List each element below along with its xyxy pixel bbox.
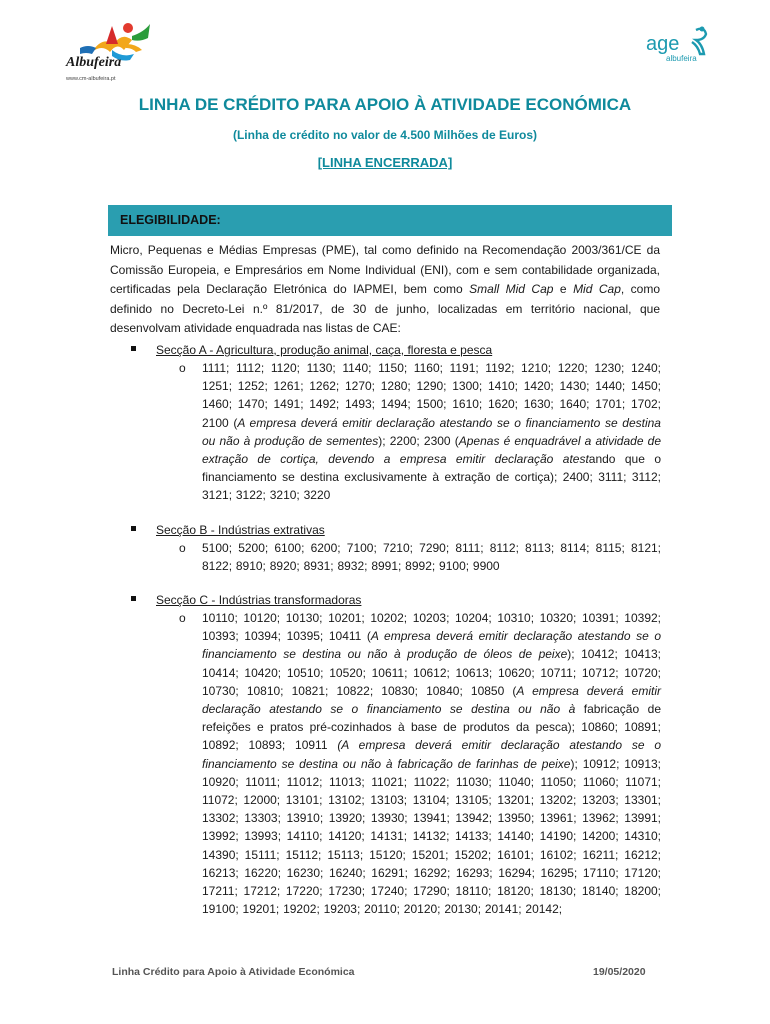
codes-note: Apenas é enquadrável a atividade de extração de cortiça, devendo a empresa emitir declaração atest [202, 433, 662, 467]
codes-note: A empresa deverá emitir declaração atestando se o financiamento se destina ou não à produção de óleos de peixe [202, 629, 661, 662]
section-a-code-list [202, 359, 661, 505]
codes-text: fabricação de refeições e pratos pré-cozinhados à base de produtos da pesca); 10860; 10891; 10892; 10893; 10911 [202, 702, 661, 753]
section-a-codes [0, 359, 770, 505]
codes-text: 1111; 1112; 1120; 1130; 1140; 1150; 1160; 1191; 1192; 1210; 1220; 1230; 1240; 1251; 1252; 1261; 1262; 1270; 1280; 1290; 1300; 1410; 1420; 1430; 1440; 1450; 1460; 1470; 1491; 1492; 1493; 1494; 1500; 1610; 1620; 1630; 1640; 1701; 1702; 2100 ( [202, 361, 661, 430]
codes-note: A empresa deverá emitir declaração atestando se o financiamento se destina ou não à [202, 683, 662, 717]
intro-and: e [553, 282, 574, 297]
section-a-title: Secção A - Agricultura, produção animal, caça, floresta e pesca [156, 343, 493, 357]
square-bullet-icon [131, 346, 136, 351]
section-c-codes [0, 609, 770, 918]
codes-text: ); 10412; 10413; 10414; 10420; 10510; 10520; 10611; 10612; 10613; 10620; 10711; 10712; 10720; 10730; 10810; 10821; 10822; 10830; 10840; 10850 ( [202, 647, 662, 698]
intro-small-mid-cap: Small Mid Cap [469, 282, 554, 297]
intro-text: Micro, Pequenas e Médias Empresas (PME), tal como definido na Recomendação 2003/361/CE da Comissão Europeia, e Empresários em Nome Individual (ENI), com e sem contabilidade organizada, certificadas pela Declaração Eletrónica do IAPMEI, bem como [110, 243, 660, 297]
codes-text: ); 10912; 10913; 10920; 11011; 11012; 11013; 11021; 11022; 11030; 11040; 11050; 11060; 11071; 11072; 12000; 13101; 13102; 13103; 13104; 13105; 13201; 13202; 13203; 13301; 13302; 13303; 13910; 13920; 13930; 13941; 13942; 13950; 13961; 13962; 13991; 13992; 13993; 14110; 14120; 14131; 14132; 14133; 14140; 14190; 14200; 14310; 14390; 15111; 15112; 15113; 15120; 15201; 15202; 16101; 16102; 16211; 16212; 16213; 16220; 16230; 16240; 16291; 16292; 16293; 16294; 16295; 17110; 17120; 17211; 17212; 17220; 17230; 17240; 17290; 18110; 18120; 18130; 18140; 18200; 19100; 19201; 19202; 19203; 20110; 20120; 20130; 20141; 20142; [202, 756, 662, 917]
section-b-header [0, 521, 770, 539]
status-closed: [LINHA ENCERRADA] [317, 155, 453, 170]
codes-note: A empresa deverá emitir declaração atestando se o financiamento se destina ou não à produção de sementes [202, 415, 661, 448]
codes-text: 10110; 10120; 10130; 10201; 10202; 10203; 10204; 10310; 10320; 10391; 10392; 10393; 10394; 10395; 10411 ( [202, 611, 661, 644]
svg-text:Albufeira: Albufeira [66, 55, 122, 70]
section-b-codes [0, 539, 770, 575]
section-b [0, 521, 770, 575]
svg-text:www.cm-albufeira.pt: www.cm-albufeira.pt [66, 76, 116, 82]
page-subtitle: (Linha de crédito no valor de 4.500 Milhões de Euros) [232, 128, 538, 142]
codes-text: ); 2200; 2300 ( [378, 433, 459, 448]
section-a [0, 341, 770, 505]
svg-text:albufeira: albufeira [666, 54, 697, 63]
section-c [0, 591, 770, 918]
section-a-header [0, 341, 770, 359]
age-albufeira-logo [644, 24, 712, 64]
footer-date: 19/05/2020 [593, 966, 646, 978]
age-logo-icon [644, 24, 712, 64]
codes-text: ando que o financiamento se destina exclusivamente à extração de cortiça); 2400; 3111; 3112; 3121; 3122; 3210; 3220 [202, 452, 661, 503]
footer-title: Linha Crédito para Apoio à Atividade Económica [112, 966, 355, 978]
cae-sections [0, 341, 770, 932]
section-c-title: Secção C - Indústrias transformadoras [156, 593, 362, 608]
codes-note: (A empresa deverá emitir declaração atestando se o financiamento se destina ou não à fabricação de farinhas de peixe [202, 738, 661, 771]
svg-text:age: age [646, 33, 680, 55]
section-c-code-list [202, 609, 661, 918]
circle-bullet-icon: o [179, 361, 186, 375]
circle-bullet-icon: o [179, 611, 186, 626]
page-title: LINHA DE CRÉDITO PARA APOIO À ATIVIDADE ECONÓMICA [138, 95, 632, 114]
intro-mid-cap: Mid Cap [573, 282, 621, 297]
eligibility-heading: ELEGIBILIDADE: [108, 205, 672, 236]
eligibility-intro [110, 241, 660, 339]
section-b-code-list: 5100; 5200; 6100; 6200; 7100; 7210; 7290; 8111; 8112; 8113; 8114; 8115; 8121; 8122; 8910; 8920; 8931; 8932; 8991; 8992; 9100; 9900 [202, 540, 661, 573]
albufeira-logo [62, 14, 158, 88]
albufeira-logo-icon [62, 14, 158, 88]
intro-text-end: , como definido no Decreto-Lei n.º 81/2017, de 30 de junho, localizadas em território nacional, que desenvolvam atividade enquadrada nas listas de CAE: [110, 282, 661, 336]
section-b-title: Secção B - Indústrias extrativas [156, 522, 325, 537]
square-bullet-icon [131, 526, 136, 531]
square-bullet-icon [131, 596, 136, 601]
circle-bullet-icon: o [179, 540, 186, 555]
section-c-header [0, 591, 770, 609]
